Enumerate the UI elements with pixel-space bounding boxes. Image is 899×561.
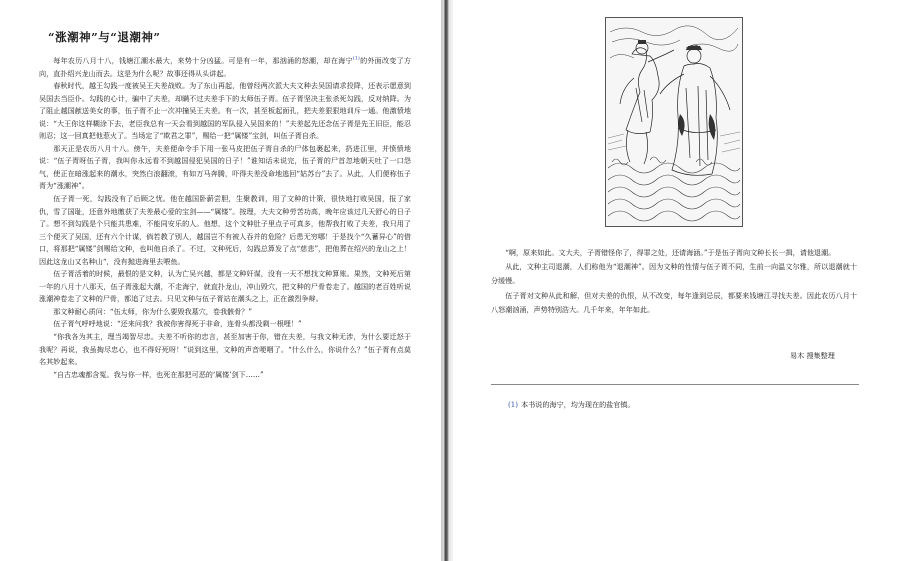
- paragraph-text: 的外面改变了方向，直扑绍兴龙山而去。这是为什么呢？故事还得从头讲起。: [39, 56, 412, 78]
- story-ending: [491, 246, 857, 317]
- paragraph: 春秋时代，越王勾践一度被吴王夫差战败。为了东山再起，他曾经两次派大夫文种去吴国请求投降，还表示愿意到吴国去当臣仆。勾践的心计，骗中了夫差，却瞒不过夫差手下的太师伍子胥。伍子胥坚决主张杀死勾践，反对纳降。为了阻止越国献送美女的事，伍子胥不止一次冲撞吴王夫差。有一次，甚至板起面孔，把夫差狠狠地训斥一通。他激愤地说：“大王你这样糊涂下去，老臣我总有一天会看到越国的军队侵入吴国来的！”夫差起先还念伍子胥是先王旧臣，能忍则忍；这一回真把他惹火了。当场定了“欺君之罪”，赐给一把“属镂”宝剑，叫伍子胥自杀。: [39, 81, 411, 141]
- footnote-text: 本书说的海宁，均为现在的盐官镇。: [521, 400, 635, 409]
- paragraph: 那天正是农历八月十八。傍午，夫差便命令手下用一张马皮把伍子胥自杀的尸体包裹起来，扔进江里，并愤愤地说：“伍子胥呀伍子胥，我叫你永远看不到越国侵犯吴国的日子！”谁知话未说完，伍子胥的尸首忽地朝天吐了一口怨气，使正在暗涨起来的潮水，突然白浪翻滚，有如万马奔腾，吓得夫差没命地逃回“姑苏台”去了。从此，人们便称伍子胥为“涨潮神”。: [39, 143, 411, 191]
- paragraph: “啊，原来如此。文大夫，子胥错怪你了，得罪之处，还请海涵。”于是伍子胥向文种长长一揖，请他退潮。: [505, 248, 836, 257]
- footnote-number[interactable]: (1): [508, 400, 519, 409]
- page-title: “涨潮神”与“退潮神”: [48, 30, 161, 44]
- paragraph: [39, 55, 411, 80]
- paragraph: 伍子胥一死，勾践没有了后顾之忧。他在越国卧薪尝胆，生聚教训，用了文种的计策，很快地打败吴国，报了家仇，雪了国耻，还意外地缴获了夫差最心爱的宝剑——“属镂”。按理，大夫文种劳苦功高，晚年应该过几天舒心的日子了。想不到勾践是个只能共患难，不能同安乐的人。他想，这个文种肚子里点子可真多，他帮我打败了夫差，我只用了三个便灭了吴国，还有六个计谋，倘若教了别人，越国岂不有被人吞并的危险？后患无穷哪！于是找个“久蓄异心”的借口，将那把“属镂”剑赐给文种，也叫他自杀了。不过，文种死后，勾践总算发了点“慈悲”，把他葬在绍兴的龙山之上！因此这龙山又名种山“，没有抛进海里去喂鱼。: [39, 194, 411, 266]
- author-credit: 易木 搜集整理: [790, 351, 835, 360]
- illustration-drawing: [606, 18, 742, 226]
- left-page: [0, 0, 441, 561]
- paragraph: 伍子胥活着的时候，最恨的是文种，认为亡吴兴越，都是文种奸谋，没有一天不想找文种算账。果然，文种死后第一年的八月十八那天，伍子胥涨起大潮，不走海宁，就直扑龙山，冲山毁穴，把文种的尸骨卷走了。越国的老百姓听说涨潮神卷走了文种的尸骨，都追了过去。只见文种与伍子胥站在潮头之上，正在激烈争辩。: [39, 269, 411, 304]
- story-illustration: [605, 17, 743, 227]
- paragraph-text: 每年农历八月十八，钱塘江潮水最大，来势十分凶猛。可是有一年，那汹涌的怒潮，却在海宁: [53, 56, 353, 65]
- paragraph: 伍子胥气呼呼地说：“还来问我？我被你害得死于非命，连骨头都没剩一根哩！”: [53, 319, 302, 329]
- paragraph: “自古忠魂都含冤。我与你一样，也死在那把可恶的‘属镂’剑下……”: [53, 369, 264, 379]
- footnote: [508, 400, 635, 410]
- footnote-divider: [491, 384, 859, 385]
- paragraph: 那文种耐心质问：“伍太师，你为什么要毁我墓穴，卷我骸骨？”: [53, 306, 252, 316]
- paragraph: 从此，文种主司退潮，人们称他为“退潮神”。因为文种的性情与伍子胥不同，生前一向温文尔雅，所以退潮就十分缓慢。: [491, 262, 857, 286]
- book-gutter: [441, 0, 453, 561]
- footnote-reference[interactable]: (1): [352, 55, 360, 62]
- paragraph: “你我各为其主，理当竭智尽忠。夫差不听你的忠言，甚至加害于你，错在夫差，与我文种无涉，为什么要迁怒于我呢？再说，我虽掏尽忠心，也不得好死呀！”说到这里，文种的声音哽咽了。“什么什么，你说什么？”伍子胥有点莫名其妙起来。: [39, 332, 411, 367]
- story-body: [39, 55, 411, 381]
- paragraph: 伍子胥对文种从此和解，但对夫差的仇恨，从不改变，每年逢到忌辰，都要来钱塘江寻找夫差。因此农历八月十八怒潮汹涌，声势特别浩大。几千年来，年年如此。: [491, 290, 857, 314]
